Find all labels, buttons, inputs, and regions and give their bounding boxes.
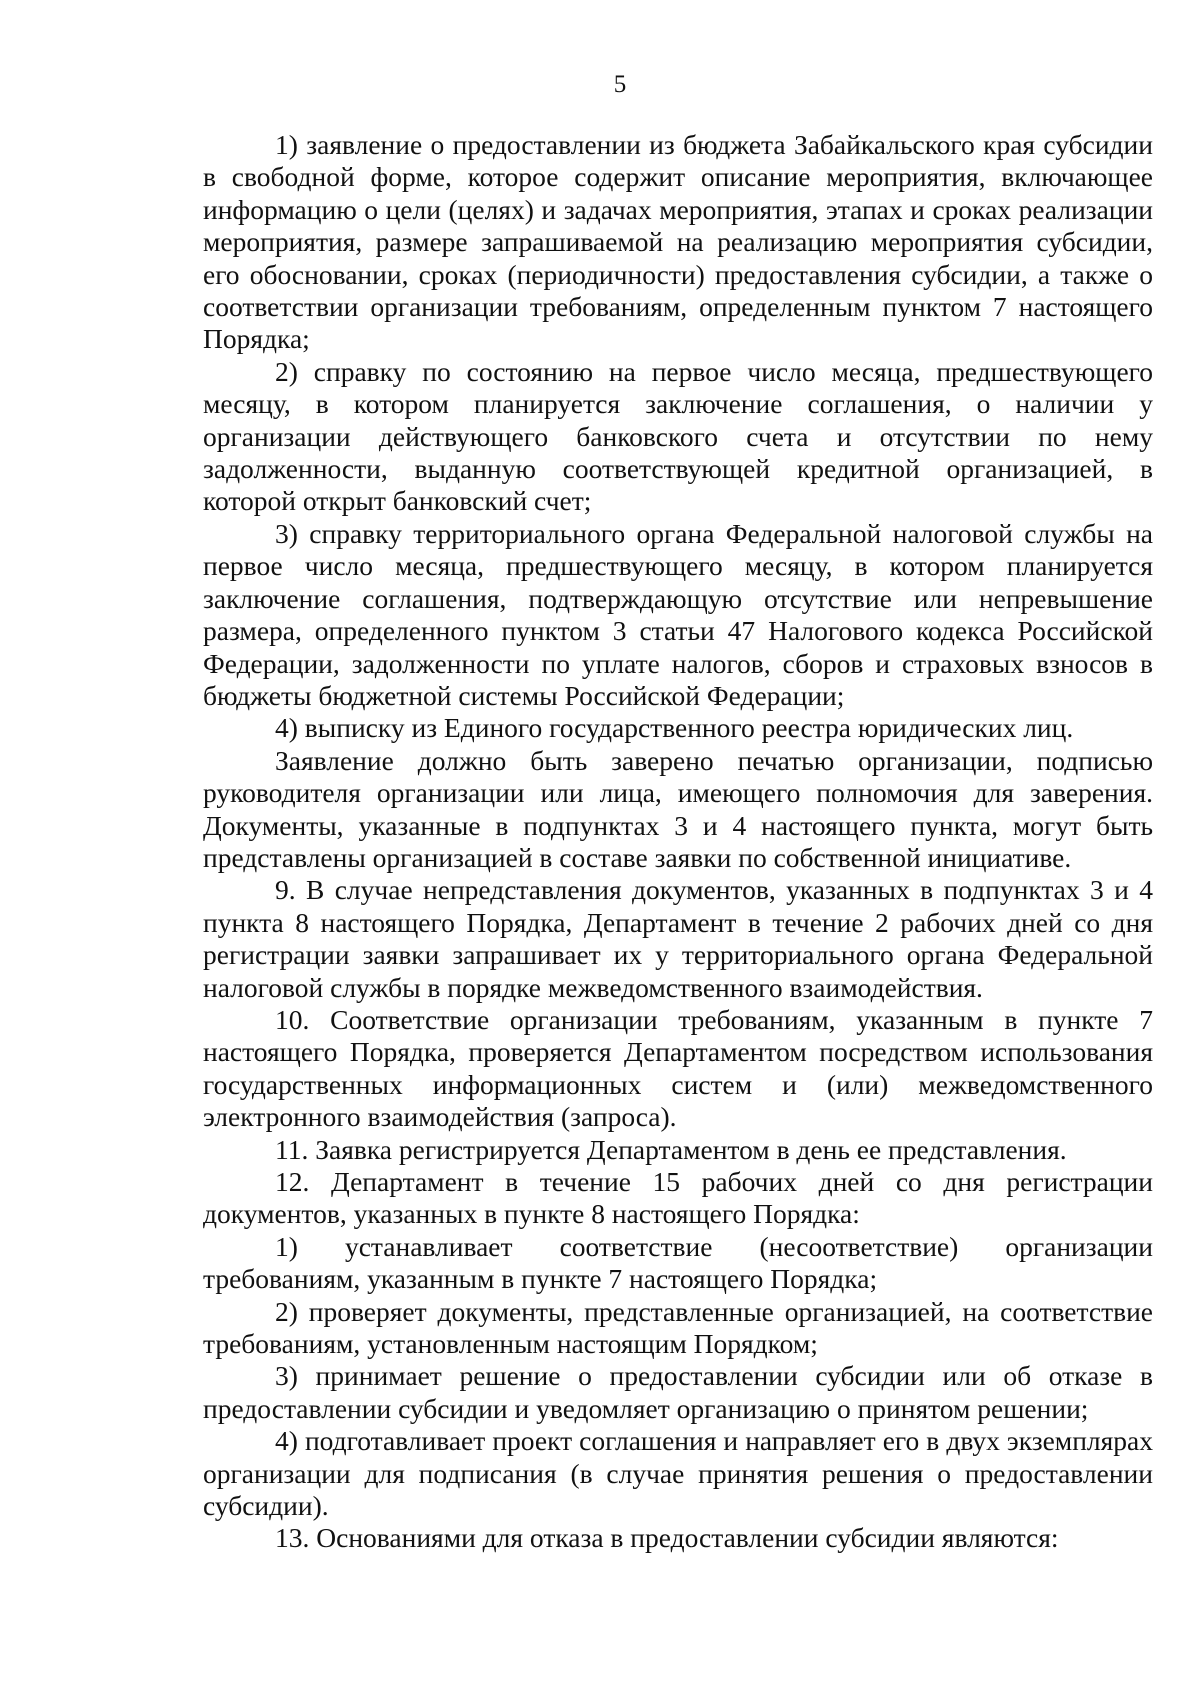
- paragraph-clause-10: 10. Соответствие организации требованиям, указанным в пункте 7 настоящего Порядка, проверяется Департаментом посредством использования государственных информационных систем и (или) межведомственного электронного взаимодействия (запроса).: [203, 1003, 1153, 1133]
- paragraph-clause-11: 11. Заявка регистрируется Департаментом в день ее представления.: [275, 1133, 1067, 1165]
- paragraph-item-1: 1) заявление о предоставлении из бюджета Забайкальского края субсидии в свободной форме, которое содержит описание мероприятия, включающее информацию о цели (целях) и задачах мероприятия, этапах и сроках реализации мероприятия, размере запрашиваемой на реализацию мероприятия субсидии, его обосновании, сроках (периодичности) предоставления субсидии, а также о соответствии организации требованиям, определенным пунктом 7 настоящего Порядка;: [203, 129, 1153, 355]
- page-number: 5: [613, 71, 627, 98]
- paragraph-clause-13: 13. Основаниями для отказа в предоставлении субсидии являются:: [275, 1522, 1059, 1554]
- paragraph-item-3: 3) справку территориального органа Федеральной налоговой службы на первое число месяца, предшествующего месяцу, в котором планируется заключение соглашения, подтверждающую отсутствие или непревышение размера, определенного пунктом 3 статьи 47 Налогового кодекса Российской Федерации, задолженности по уплате налогов, сборов и страховых взносов в бюджеты бюджетной системы Российской Федерации;: [203, 517, 1153, 711]
- paragraph-item-4: 4) выписку из Единого государственного реестра юридических лиц.: [275, 712, 1074, 744]
- paragraph-item-2: 2) справку по состоянию на первое число месяца, предшествующего месяцу, в котором планируется заключение соглашения, о наличии у организации действующего банковского счета и отсутствии по нему задолженности, выданную соответствующей кредитной организацией, в которой открыт банковский счет;: [203, 355, 1153, 517]
- document-body: [203, 129, 1153, 1555]
- paragraph-clause-12-item-4: 4) подготавливает проект соглашения и направляет его в двух экземплярах организации для подписания (в случае принятия решения о предоставлении субсидии).: [203, 1425, 1153, 1522]
- paragraph-clause-12-item-2: 2) проверяет документы, представленные организацией, на соответствие требованиям, установленным настоящим Порядком;: [203, 1295, 1153, 1360]
- paragraph-clause-9: 9. В случае непредставления документов, указанных в подпунктах 3 и 4 пункта 8 настоящего Порядка, Департамент в течение 2 рабочих дней со дня регистрации заявки запрашивает их у территориального органа Федеральной налоговой службы в порядке межведомственного взаимодействия.: [203, 874, 1153, 1003]
- paragraph-clause-12-item-1: 1) устанавливает соответствие (несоответствие) организации требованиям, указанным в пункте 7 настоящего Порядка;: [203, 1230, 1153, 1295]
- paragraph-clause-12-item-3: 3) принимает решение о предоставлении субсидии или об отказе в предоставлении субсидии и уведомляет организацию о принятом решении;: [203, 1360, 1153, 1424]
- paragraph-clause-12: 12. Департамент в течение 15 рабочих дней со дня регистрации документов, указанных в пункте 8 настоящего Порядка:: [203, 1166, 1153, 1230]
- paragraph-certification: Заявление должно быть заверено печатью организации, подписью руководителя организации или лица, имеющего полномочия для заверения. Документы, указанные в подпунктах 3 и 4 настоящего пункта, могут быть представлены организацией в составе заявки по собственной инициативе.: [203, 744, 1153, 873]
